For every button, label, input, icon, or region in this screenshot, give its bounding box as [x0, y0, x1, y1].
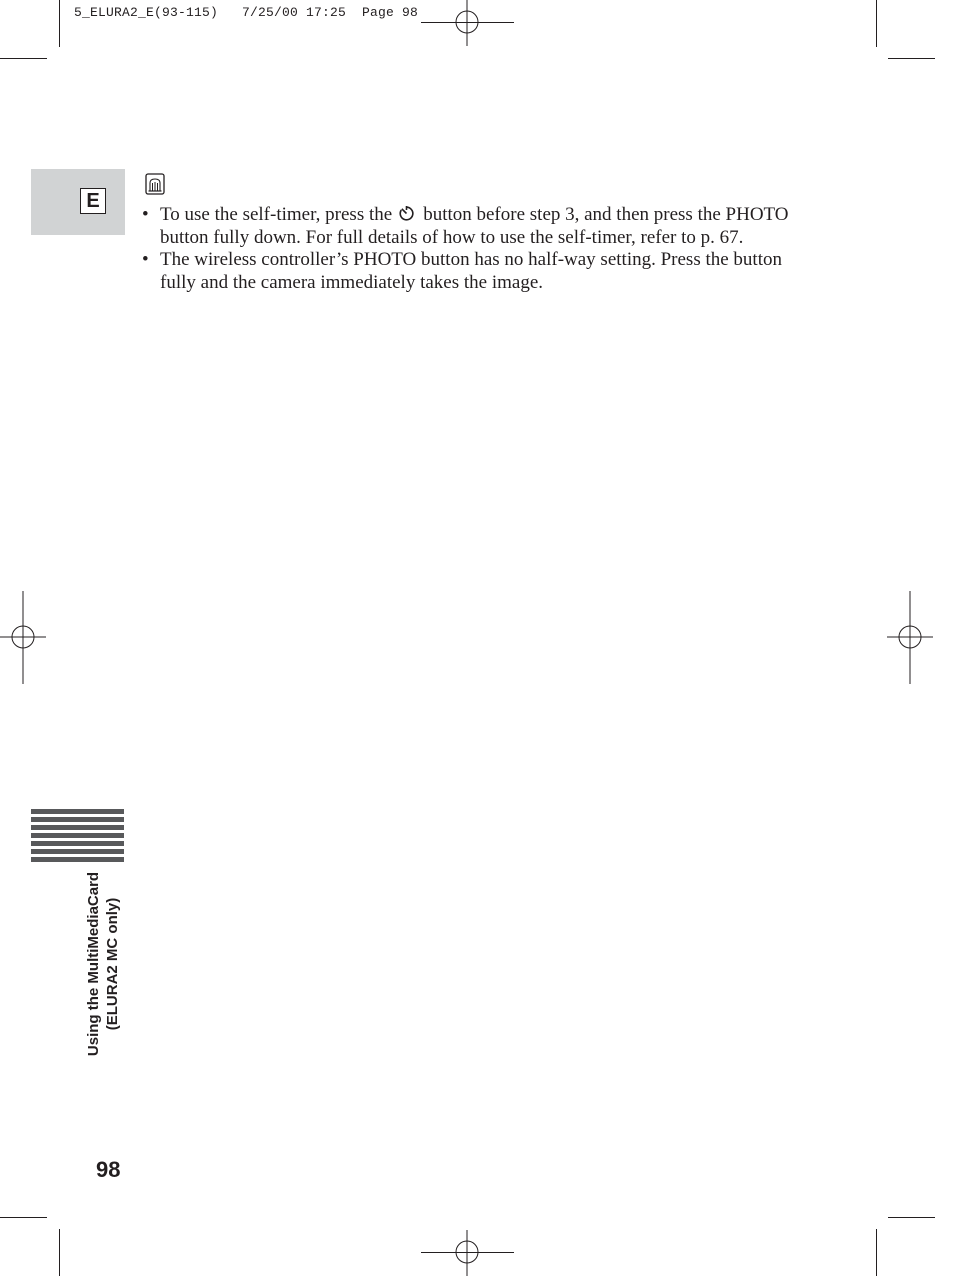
registration-mark-left [0, 591, 46, 684]
registration-mark-right [887, 591, 933, 684]
section-label [84, 844, 122, 1084]
bullet-text-end: button before step 3, and then press the PHOTO button fully down. For full details of how to use the self-timer, refer to p. 67. [160, 204, 789, 248]
note-icon [145, 173, 165, 195]
registration-mark-top [456, 0, 478, 46]
print-slug: 5_ELURA2_E(93-115) 7/25/00 17:25 Page 98 [74, 5, 419, 20]
bullet-text: The wireless controller’s PHOTO button has no half-way setting. Press the button fully and the camera immediately takes the image. [160, 249, 782, 293]
list-item [142, 249, 802, 294]
language-tab-label: E [80, 188, 106, 214]
page-number: 98 [96, 1157, 121, 1182]
bullet-marker: • [142, 204, 149, 225]
bullet-marker: • [142, 249, 149, 270]
self-timer-icon [398, 205, 415, 222]
registration-mark-bottom [456, 1230, 478, 1276]
note-list [142, 204, 802, 294]
language-tab [31, 169, 125, 235]
section-label-line-2: (ELURA2 MC only) [104, 897, 121, 1031]
section-label-line-1: Using the MultiMediaCard [85, 871, 102, 1057]
bullet-text-start: To use the self-timer, press the [160, 204, 393, 225]
list-item [142, 204, 802, 249]
